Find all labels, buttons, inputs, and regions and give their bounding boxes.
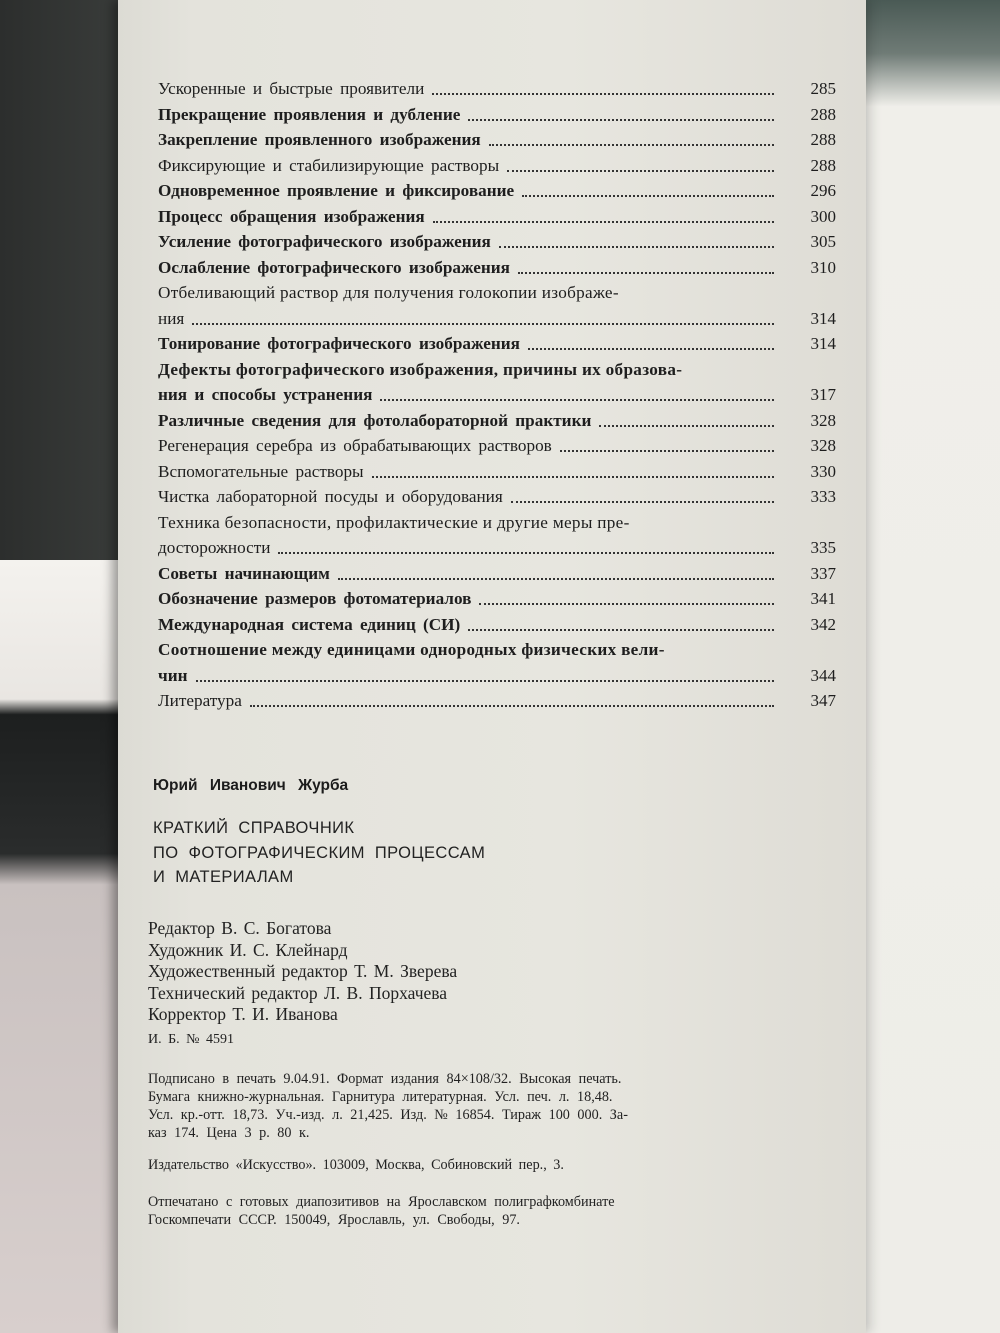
toc-entry-line bbox=[158, 459, 836, 485]
dot-leader bbox=[518, 271, 774, 274]
toc-entry-title-line: Техника безопасности, профилактические и другие меры пре- bbox=[158, 512, 630, 532]
toc-entry-line bbox=[158, 663, 836, 689]
toc-entry bbox=[158, 255, 836, 281]
toc-entry bbox=[158, 280, 836, 331]
toc-entry bbox=[158, 688, 836, 714]
toc-entry bbox=[158, 229, 836, 255]
publisher-info: Издательство «Искусство». 103009, Москва, Собиновский пер., 3. bbox=[148, 1157, 564, 1173]
credit-proofreader: Корректор Т. И. Иванова bbox=[148, 1004, 338, 1024]
toc-entry-line bbox=[158, 535, 836, 561]
toc-entry-title: Усиление фотографического изображения bbox=[158, 232, 491, 251]
toc-entry bbox=[158, 127, 836, 153]
toc-entry bbox=[158, 153, 836, 179]
toc-entry-title: Ускоренные и быстрые проявители bbox=[158, 79, 425, 98]
book-title-line: КРАТКИЙ СПРАВОЧНИК bbox=[153, 819, 355, 837]
toc-page-number: 288 bbox=[810, 155, 836, 175]
toc-entry-title-line: Соотношение между единицами однородных физических вели- bbox=[158, 640, 665, 659]
toc-page-number: 347 bbox=[810, 691, 836, 710]
toc-entry-title: Обозначение размеров фотоматериалов bbox=[158, 589, 472, 608]
toc-page-number: 314 bbox=[810, 308, 836, 328]
toc-entry-title: Фиксирующие и стабилизирующие растворы bbox=[158, 155, 500, 175]
toc-page-number: 310 bbox=[810, 257, 836, 277]
toc-entry-title: Литература bbox=[158, 691, 242, 710]
toc-entry-line bbox=[158, 229, 836, 255]
toc-page-number: 341 bbox=[810, 589, 836, 608]
toc-entry bbox=[158, 357, 836, 408]
book-title-line: ПО ФОТОГРАФИЧЕСКИМ ПРОЦЕССАМ bbox=[153, 843, 486, 862]
imprint-block bbox=[148, 1070, 818, 1142]
book-title-line: И МАТЕРИАЛАМ bbox=[153, 868, 294, 886]
toc-entry bbox=[158, 331, 836, 357]
toc-entry-line bbox=[158, 178, 836, 204]
toc-entry-line bbox=[158, 331, 836, 357]
printer-line: Госкомпечати СССР. 150049, Ярославль, ул. Свободы, 97. bbox=[148, 1212, 520, 1228]
dot-leader bbox=[507, 169, 774, 172]
toc-page-number: 317 bbox=[810, 385, 836, 404]
toc-entry-line bbox=[158, 408, 836, 434]
printer-line: Отпечатано с готовых диапозитивов на Ярославском полиграфкомбинате bbox=[148, 1194, 615, 1210]
toc-entry bbox=[158, 408, 836, 434]
toc-page-number: 335 bbox=[810, 538, 836, 557]
credits-list bbox=[148, 918, 457, 1026]
toc-entry-line bbox=[158, 102, 836, 128]
dot-leader bbox=[192, 322, 774, 325]
toc-entry-title: Закрепление проявленного изображения bbox=[158, 130, 481, 149]
dot-leader bbox=[489, 143, 774, 146]
toc-page-number: 328 bbox=[810, 410, 836, 430]
dot-leader bbox=[432, 92, 774, 95]
toc-entry bbox=[158, 612, 836, 638]
toc-entry-title: Чистка лабораторной посуды и оборудования bbox=[158, 487, 503, 506]
credit-editor: Редактор В. С. Богатова bbox=[148, 918, 332, 938]
dot-leader bbox=[599, 424, 774, 427]
credit-art-editor: Художественный редактор Т. М. Зверева bbox=[148, 961, 458, 981]
dot-leader bbox=[468, 628, 774, 631]
toc-entry-title: чин bbox=[158, 665, 188, 685]
toc-entry bbox=[158, 76, 836, 102]
imprint-line: Бумага книжно-журнальная. Гарнитура литературная. Усл. печ. л. 18,48. bbox=[148, 1089, 613, 1105]
toc-entry-title: Тонирование фотографического изображения bbox=[158, 334, 520, 353]
toc-entry bbox=[158, 637, 836, 688]
toc-entry-line bbox=[158, 153, 836, 179]
dot-leader bbox=[560, 449, 774, 452]
dot-leader bbox=[479, 602, 774, 605]
toc-entry-line bbox=[158, 612, 836, 638]
toc-page-number: 314 bbox=[810, 334, 836, 353]
dot-leader bbox=[528, 347, 774, 350]
toc-page-number: 342 bbox=[810, 614, 836, 634]
toc-entry bbox=[158, 586, 836, 612]
imprint-line: каз 174. Цена 3 р. 80 к. bbox=[148, 1125, 310, 1141]
toc-page-number: 288 bbox=[810, 130, 836, 149]
dot-leader bbox=[196, 679, 775, 682]
dot-leader bbox=[468, 118, 774, 121]
toc-entry-title: Процесс обращения изображения bbox=[158, 206, 425, 226]
toc-entry-line bbox=[158, 204, 836, 230]
toc-page-number: 330 bbox=[810, 461, 836, 481]
toc-entry-title: ния и способы устранения bbox=[158, 385, 373, 404]
book-title bbox=[153, 816, 485, 890]
toc-page-number: 328 bbox=[810, 436, 836, 455]
ib-number: И. Б. № 4591 bbox=[148, 1032, 235, 1047]
toc-entry-title: Различные сведения для фотолабораторной практики bbox=[158, 410, 592, 430]
toc-page-number: 333 bbox=[810, 487, 836, 506]
dot-leader bbox=[372, 475, 774, 478]
author-name: Юрий Иванович Журба bbox=[153, 777, 349, 794]
dot-leader bbox=[278, 551, 774, 554]
toc-entry-line bbox=[158, 561, 836, 587]
toc-page-number: 344 bbox=[810, 665, 836, 685]
toc-page-number: 300 bbox=[810, 206, 836, 226]
toc-entry-line bbox=[158, 76, 836, 102]
toc-page-number: 285 bbox=[810, 79, 836, 98]
printer-info bbox=[148, 1193, 615, 1229]
toc-entry-title: Регенерация серебра из обрабатывающих растворов bbox=[158, 436, 552, 455]
dot-leader bbox=[250, 704, 774, 707]
toc-entry bbox=[158, 459, 836, 485]
toc-entry-title: досторожности bbox=[158, 538, 271, 557]
toc-entry-line bbox=[158, 127, 836, 153]
toc-entry-line bbox=[158, 688, 836, 714]
toc-entry bbox=[158, 484, 836, 510]
toc-entry-title-line: Дефекты фотографического изображения, причины их образова- bbox=[158, 359, 683, 379]
background-right bbox=[860, 0, 1000, 1333]
dot-leader bbox=[522, 194, 774, 197]
credit-tech-editor: Технический редактор Л. В. Порхачева bbox=[148, 982, 448, 1003]
toc-entry-line bbox=[158, 433, 836, 459]
toc-page-number: 296 bbox=[810, 181, 836, 200]
toc-entry bbox=[158, 204, 836, 230]
toc-entry-title: Прекращение проявления и дубление bbox=[158, 104, 461, 124]
toc-entry-line bbox=[158, 484, 836, 510]
dot-leader bbox=[338, 577, 774, 580]
toc-entry-title: Советы начинающим bbox=[158, 563, 330, 583]
toc-entry bbox=[158, 102, 836, 128]
dot-leader bbox=[511, 500, 774, 503]
toc-entry-title: Ослабление фотографического изображения bbox=[158, 257, 510, 277]
toc-entry-title: Вспомогательные растворы bbox=[158, 461, 364, 481]
credit-artist: Художник И. С. Клейнард bbox=[148, 939, 348, 960]
toc-entry-title: Международная система единиц (СИ) bbox=[158, 614, 461, 634]
dot-leader bbox=[433, 220, 774, 223]
toc-page-number: 305 bbox=[810, 232, 836, 251]
dot-leader bbox=[380, 398, 774, 401]
toc-entry-title-line: Отбеливающий раствор для получения голокопии изображе- bbox=[158, 283, 619, 302]
table-of-contents bbox=[158, 76, 836, 714]
toc-page-number: 337 bbox=[810, 563, 836, 583]
toc-entry bbox=[158, 561, 836, 587]
toc-entry-title: Одновременное проявление и фиксирование bbox=[158, 181, 515, 200]
toc-entry bbox=[158, 178, 836, 204]
dot-leader bbox=[499, 245, 774, 248]
imprint-line: Подписано в печать 9.04.91. Формат издания 84×108/32. Высокая печать. bbox=[148, 1071, 622, 1087]
toc-entry-line bbox=[158, 586, 836, 612]
toc-entry bbox=[158, 510, 836, 561]
toc-page-number: 288 bbox=[810, 104, 836, 124]
toc-entry-line bbox=[158, 382, 836, 408]
toc-entry bbox=[158, 433, 836, 459]
toc-entry-line bbox=[158, 255, 836, 281]
toc-entry-line bbox=[158, 306, 836, 332]
imprint-line: Усл. кр.-отт. 18,73. Уч.-изд. л. 21,425. Изд. № 16854. Тираж 100 000. За- bbox=[148, 1107, 628, 1123]
toc-entry-title: ния bbox=[158, 308, 185, 328]
